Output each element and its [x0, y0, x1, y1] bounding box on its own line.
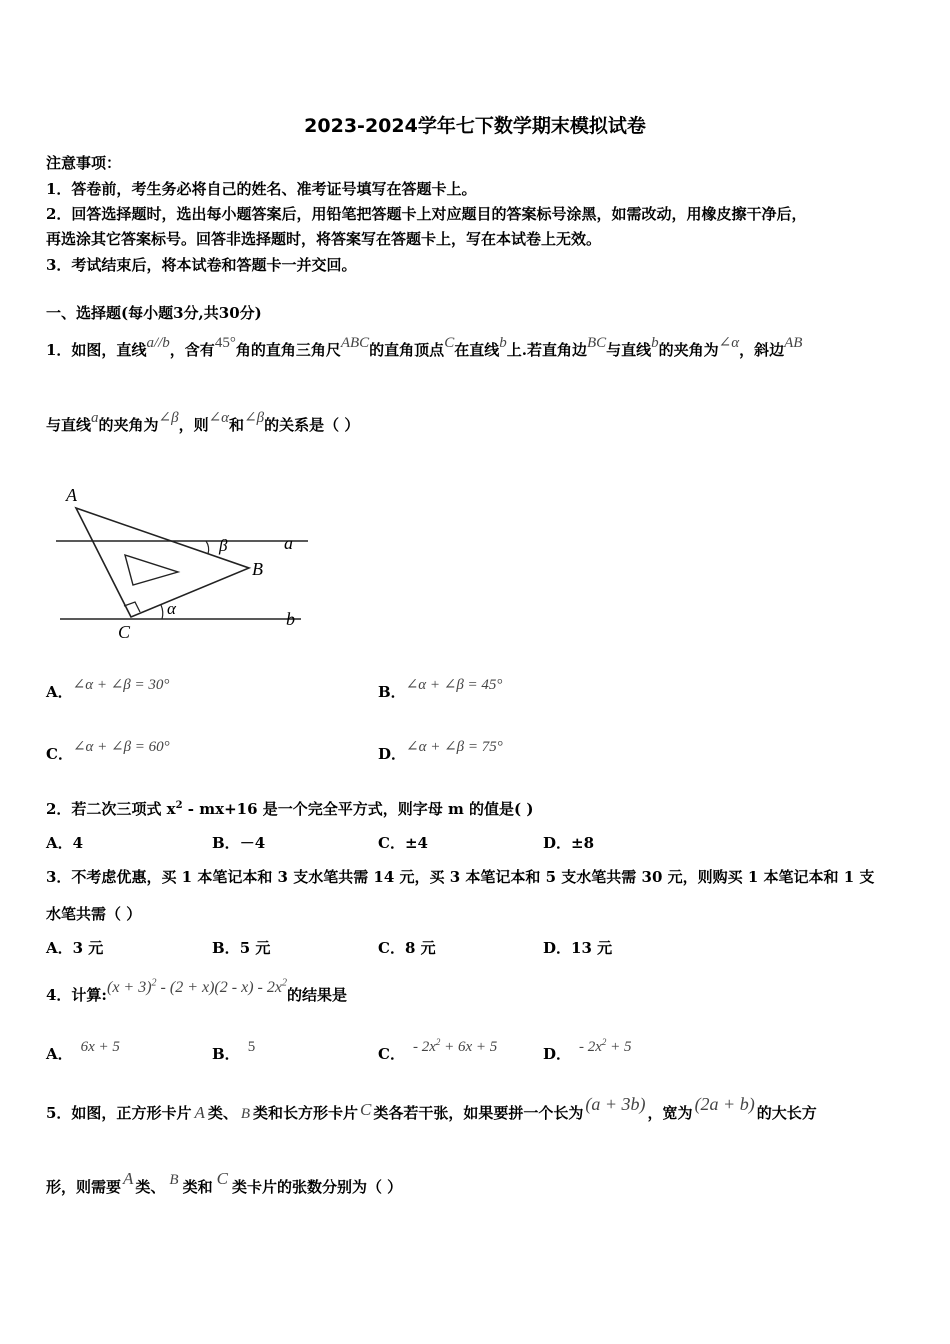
option-text: 4	[72, 834, 84, 852]
option-label: A．	[46, 1045, 73, 1063]
q4-exponent: 2	[151, 977, 157, 989]
option-text: 5	[247, 1039, 256, 1055]
q4-exponent: 2	[281, 977, 287, 989]
question-1-stem-line2	[46, 410, 360, 435]
option-text: ∠α + ∠β = 30°	[72, 677, 170, 693]
q1-option-a[interactable]	[46, 677, 170, 702]
label-alpha: α	[167, 599, 176, 618]
notice-item: 3．考试结束后，将本试卷和答题卡一并交回。	[46, 256, 357, 274]
option-label: C．	[378, 939, 405, 957]
question-1-stem	[46, 335, 803, 360]
q1-text: ，斜边	[739, 341, 785, 359]
q5-text: 类和	[182, 1178, 213, 1196]
option-text: 6x + 5	[80, 1039, 120, 1055]
option-text-part: - 2x	[412, 1039, 436, 1055]
option-text-part: - 2x	[579, 1039, 602, 1055]
outer-triangle	[76, 508, 249, 617]
q1-text: 与直线	[46, 416, 92, 434]
option-text: ±8	[571, 834, 595, 852]
option-exponent: 2	[435, 1037, 441, 1047]
q4-option-d[interactable]	[543, 1037, 632, 1064]
beta-arc	[206, 541, 209, 554]
option-text: 13 元	[571, 939, 613, 957]
q1-text: 与直线	[606, 341, 652, 359]
q1-math: ∠β	[158, 410, 179, 426]
q3-option-c[interactable]	[378, 937, 436, 958]
option-text: 8 元	[404, 939, 436, 957]
q1-text: 1．如图，直线	[46, 341, 147, 359]
q5-math: A	[194, 1103, 205, 1122]
option-label: C．	[378, 1045, 405, 1063]
q1-option-c[interactable]	[46, 739, 170, 764]
q5-math: B	[240, 1106, 251, 1122]
q5-text: 类、	[135, 1178, 166, 1196]
q1-math: BC	[586, 335, 607, 351]
q1-text: 的关系是（ ）	[264, 416, 360, 434]
label-B: B	[252, 559, 263, 579]
option-text: ±4	[404, 834, 428, 852]
q1-text: 的夹角为	[98, 416, 159, 434]
q5-text: 的大长方	[756, 1104, 817, 1122]
q5-text: 类和长方形卡片	[253, 1104, 359, 1122]
q3-option-d[interactable]	[543, 937, 612, 958]
label-C: C	[118, 622, 131, 642]
option-label: A．	[46, 939, 73, 957]
question-3-stem: 3．不考虑优惠，买 1 本笔记本和 3 支水笔共需 14 元，买 3 本笔记本和 5 支水笔共需 30 元，则购买 1 本笔记本和 1 支	[46, 868, 875, 886]
q1-math: 45°	[214, 335, 236, 351]
q1-text: 在直线	[454, 341, 500, 359]
q1-math: ∠β	[244, 410, 265, 426]
q5-text: 形，则需要	[46, 1178, 122, 1196]
q5-text: 类卡片的张数分别为（ ）	[231, 1178, 403, 1196]
label-b: b	[286, 609, 295, 629]
page-title: 2023-2024学年七下数学期末模拟试卷	[304, 115, 646, 137]
q1-triangle-figure	[46, 478, 316, 648]
question-5-stem-line2	[46, 1169, 403, 1197]
q4-expression	[107, 979, 287, 996]
option-label: B．	[212, 939, 240, 957]
option-text	[579, 1039, 632, 1055]
q1-math: ∠α	[718, 335, 740, 351]
notice-heading: 注意事项：	[46, 154, 122, 172]
section-heading: 一、选择题(每小题3分,共30分)	[46, 304, 262, 322]
q5-text: ，宽为	[647, 1104, 693, 1122]
option-label: D．	[543, 834, 572, 852]
q1-math: b	[499, 335, 507, 351]
q5-math: C	[216, 1169, 228, 1188]
option-label: B．	[378, 683, 406, 701]
option-label: D．	[543, 939, 572, 957]
q1-option-b[interactable]	[378, 677, 503, 702]
option-label: D．	[543, 1045, 572, 1063]
option-text	[413, 1039, 497, 1055]
option-text: ∠α + ∠β = 75°	[406, 739, 503, 755]
q2-option-d[interactable]	[543, 832, 594, 853]
q5-text: 类各若干张，如果要拼一个长为	[373, 1104, 584, 1122]
label-A: A	[66, 485, 77, 505]
q5-text: 类、	[207, 1104, 238, 1122]
q1-math: AB	[784, 335, 803, 351]
q1-text: 上.若直角边	[506, 341, 587, 359]
option-text-part: + 5	[606, 1039, 632, 1055]
question-3-stem-line2: 水笔共需（ ）	[46, 905, 142, 923]
notice-item: 2．回答选择题时，选出每小题答案后，用铅笔把答题卡上对应题目的答案标号涂黑，如需改动，用橡皮擦干净后，	[46, 205, 807, 223]
notice-item: 1．答卷前，考生务必将自己的姓名、准考证号填写在答题卡上。	[46, 180, 477, 198]
q3-option-b[interactable]	[212, 937, 270, 958]
q4-expr-part: - (2 + x)(2 - x) - 2x	[156, 979, 282, 996]
q1-math: ∠α	[208, 410, 230, 426]
option-label: A．	[46, 834, 73, 852]
option-text: 5 元	[239, 939, 271, 957]
q1-text: 的夹角为	[658, 341, 719, 359]
option-label: C．	[46, 745, 73, 763]
option-label: C．	[378, 834, 405, 852]
q1-text: ，则	[178, 416, 209, 434]
q1-option-d[interactable]	[378, 739, 503, 764]
option-label: B．	[212, 1045, 240, 1063]
option-text: 3 元	[72, 939, 104, 957]
option-text-part: + 6x + 5	[440, 1039, 498, 1055]
option-text: ∠α + ∠β = 60°	[72, 739, 170, 755]
q5-math: (a + 3b)	[585, 1094, 646, 1114]
label-a: a	[284, 533, 293, 553]
q1-math: C	[444, 335, 455, 351]
option-text: ∠α + ∠β = 45°	[405, 677, 503, 693]
q5-math: C	[360, 1100, 372, 1119]
q1-text: 角的直角三角尺	[235, 341, 341, 359]
q5-math: (2a + b)	[694, 1094, 755, 1114]
q2-option-b[interactable]	[212, 832, 265, 853]
q2-text: - mx+16 是一个完全平方式，则字母 m 的值是( )	[182, 800, 534, 818]
label-beta: β	[219, 536, 228, 555]
q1-math: a//b	[146, 335, 170, 351]
q1-math: ABC	[340, 335, 370, 351]
q2-option-c[interactable]	[378, 832, 428, 853]
q4-option-b[interactable]	[212, 1039, 256, 1064]
q4-option-a[interactable]	[46, 1039, 120, 1064]
q1-math: a	[91, 410, 99, 426]
option-exponent: 2	[601, 1037, 607, 1047]
q1-text: ，含有	[169, 341, 215, 359]
q1-text: 的直角顶点	[369, 341, 445, 359]
q4-text: 的结果是	[286, 986, 347, 1004]
q2-option-a[interactable]	[46, 832, 83, 853]
q1-text: 和	[229, 416, 245, 434]
option-label: B．	[212, 834, 240, 852]
q5-text: 5．如图，正方形卡片	[46, 1104, 192, 1122]
q4-text: 4．计算:	[46, 986, 107, 1004]
q4-option-c[interactable]	[378, 1037, 498, 1064]
q4-expr-part: (x + 3)	[106, 979, 152, 996]
question-2-stem	[46, 798, 533, 819]
option-text: －4	[239, 834, 266, 852]
option-label: A．	[46, 683, 73, 701]
question-4-stem	[46, 977, 347, 1005]
notice-item: 再选涂其它答案标号。回答非选择题时，将答案写在答题卡上，写在本试卷上无效。	[46, 230, 602, 248]
inner-triangle	[125, 555, 178, 585]
alpha-arc	[161, 605, 163, 619]
question-5-stem	[46, 1094, 817, 1123]
q1-math: b	[651, 335, 659, 351]
q3-option-a[interactable]	[46, 937, 103, 958]
q2-exponent: 2	[175, 800, 183, 811]
q5-math: B	[169, 1172, 179, 1188]
q5-math: A	[123, 1169, 134, 1188]
option-label: D．	[378, 745, 407, 763]
q2-text: 2．若二次三项式 x	[46, 800, 176, 818]
